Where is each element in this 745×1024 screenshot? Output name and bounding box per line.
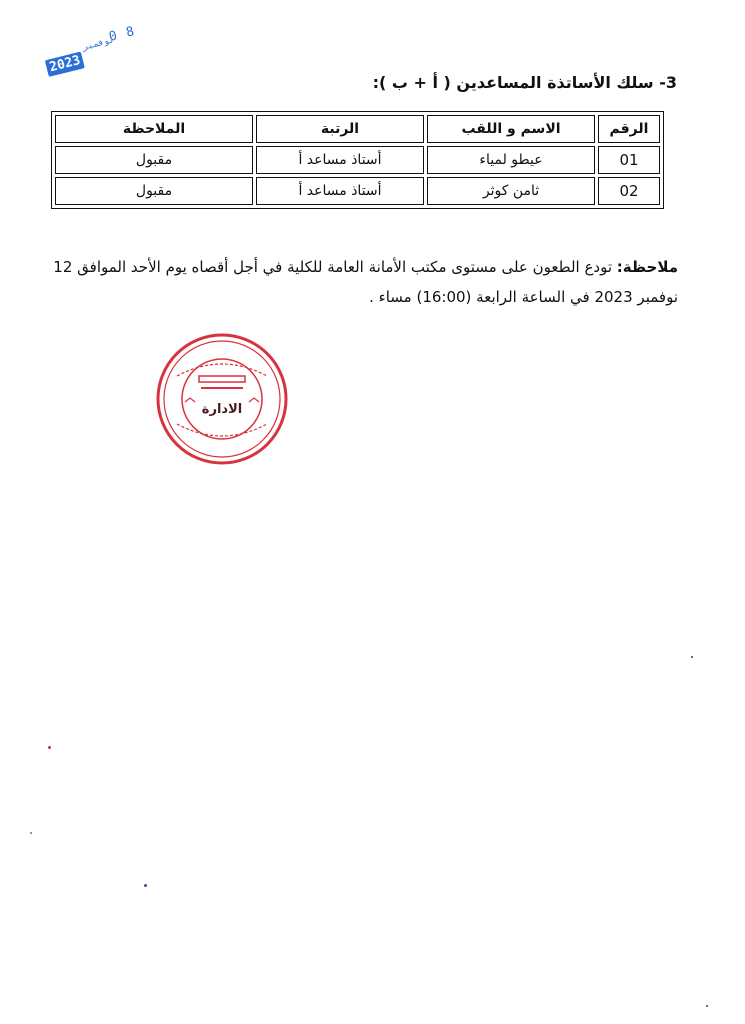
- cell-remark: مقبول: [55, 177, 253, 205]
- staff-table: [51, 111, 664, 209]
- table-row: [55, 146, 660, 174]
- section-title: 3- سلك الأساتذة المساعدين ( أ + ب ):: [372, 73, 677, 92]
- table-header-row: [55, 115, 660, 143]
- cell-rank: أستاذ مساعد أ: [256, 177, 424, 205]
- stamp-day: 0 8: [107, 23, 137, 45]
- cell-remark: مقبول: [55, 146, 253, 174]
- scan-speck: [144, 884, 147, 887]
- header-remark: الملاحظة: [55, 115, 253, 143]
- cell-name: ثامن كوثر: [427, 177, 595, 205]
- seal-center-text: الادارة: [201, 402, 243, 417]
- administration-seal: [155, 332, 289, 466]
- cell-rank: أستاذ مساعد أ: [256, 146, 424, 174]
- note-paragraph: [46, 252, 678, 312]
- header-rank: الرتبة: [256, 115, 424, 143]
- note-line-1: تودع الطعون على مستوى مكتب الأمانة العامة للكلية في أجل أقصاه يوم الأحد الموافق 12: [53, 258, 617, 276]
- scan-speck: [30, 832, 32, 834]
- note-line-2: نوفمبر 2023 في الساعة الرابعة (16:00) مساء .: [369, 288, 678, 306]
- cell-name: عيطو لمياء: [427, 146, 595, 174]
- note-label: ملاحظة:: [616, 258, 678, 276]
- header-number: الرقم: [598, 115, 660, 143]
- scan-speck: [691, 656, 693, 658]
- header-name: الاسم و اللقب: [427, 115, 595, 143]
- scan-speck: [706, 1005, 708, 1007]
- stamp-month: نوفمبر: [81, 35, 116, 53]
- cell-number: 01: [598, 146, 660, 174]
- date-stamp: [41, 23, 150, 96]
- stamp-year: 2023: [45, 51, 85, 77]
- table-row: [55, 177, 660, 205]
- cell-number: 02: [598, 177, 660, 205]
- scan-speck: [48, 746, 51, 749]
